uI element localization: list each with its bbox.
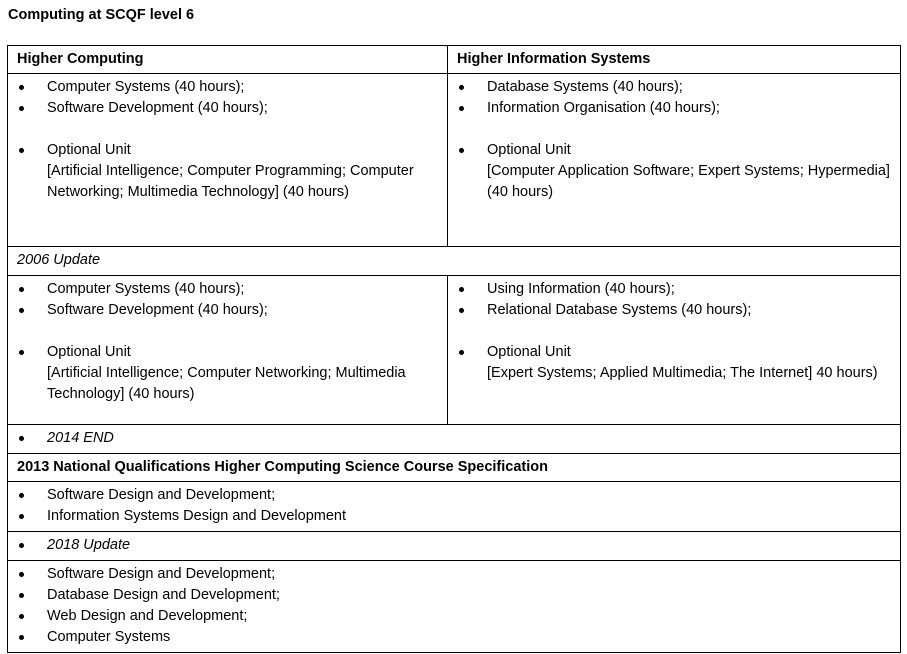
update-2018-label: 2018 Update <box>17 535 891 556</box>
list-item: Database Design and Development; <box>17 585 891 606</box>
update-2018-units <box>8 561 901 653</box>
end-2014-cell <box>8 425 901 454</box>
higher-computing-heading: Higher Computing <box>8 46 448 74</box>
list-item: Web Design and Development; <box>17 606 891 627</box>
update-2006-info-systems-units <box>448 276 901 425</box>
document-title: Computing at SCQF level 6 <box>8 7 195 23</box>
optional-unit-detail: [Computer Application Software; Expert Systems; Hypermedia] (40 hours) <box>487 163 890 200</box>
list-item: Information Organisation (40 hours); <box>457 98 891 119</box>
list-item: Software Design and Development; <box>17 485 891 506</box>
course-table <box>7 45 901 653</box>
unit-list <box>457 279 891 384</box>
table-header-row <box>8 46 901 74</box>
optional-unit-label: Optional Unit <box>487 142 571 158</box>
list-item: Computer Systems (40 hours); <box>17 77 438 98</box>
optional-unit-detail: [Artificial Intelligence; Computer Programming; Computer Networking; Multimedia Technology] (40 hours) <box>47 163 414 200</box>
list-item: Software Development (40 hours); <box>17 300 438 321</box>
list-item: Using Information (40 hours); <box>457 279 891 300</box>
spec-2013-heading-row <box>8 454 901 482</box>
list-item: Information Systems Design and Development <box>17 506 891 527</box>
spec-2013-units <box>8 482 901 532</box>
list-item: Computer Systems <box>17 627 891 648</box>
spec-2013-heading: 2013 National Qualifications Higher Computing Science Course Specification <box>8 454 901 482</box>
optional-unit-detail: [Artificial Intelligence; Computer Networking; Multimedia Technology] (40 hours) <box>47 365 406 402</box>
optional-unit-detail: [Expert Systems; Applied Multimedia; The Internet] 40 hours) <box>487 365 878 381</box>
list-item <box>17 140 438 203</box>
unit-list <box>17 485 891 527</box>
unit-list <box>17 564 891 648</box>
update-2006-label: 2006 Update <box>8 247 901 276</box>
list-item: Database Systems (40 hours); <box>457 77 891 98</box>
list-item <box>457 140 891 203</box>
update-2018-row <box>8 532 901 561</box>
spec-2013-units-row <box>8 482 901 532</box>
higher-info-systems-heading: Higher Information Systems <box>448 46 901 74</box>
list-item: Software Development (40 hours); <box>17 98 438 119</box>
unit-list <box>17 77 438 203</box>
optional-unit-label: Optional Unit <box>47 344 131 360</box>
unit-list <box>17 279 438 405</box>
unit-list <box>457 77 891 203</box>
higher-info-systems-units <box>448 74 901 247</box>
end-2014-row <box>8 425 901 454</box>
higher-computing-units <box>8 74 448 247</box>
update-2018-units-row <box>8 561 901 653</box>
update-2006-row <box>8 247 901 276</box>
list-item <box>17 342 438 405</box>
update-2006-computing-units <box>8 276 448 425</box>
end-2014-label: 2014 END <box>17 428 891 449</box>
list-item: Relational Database Systems (40 hours); <box>457 300 891 321</box>
original-units-row <box>8 74 901 247</box>
update-2006-units-row <box>8 276 901 425</box>
list-item: Computer Systems (40 hours); <box>17 279 438 300</box>
list-item: Software Design and Development; <box>17 564 891 585</box>
list-item <box>457 342 891 384</box>
optional-unit-label: Optional Unit <box>47 142 131 158</box>
optional-unit-label: Optional Unit <box>487 344 571 360</box>
update-2018-cell <box>8 532 901 561</box>
